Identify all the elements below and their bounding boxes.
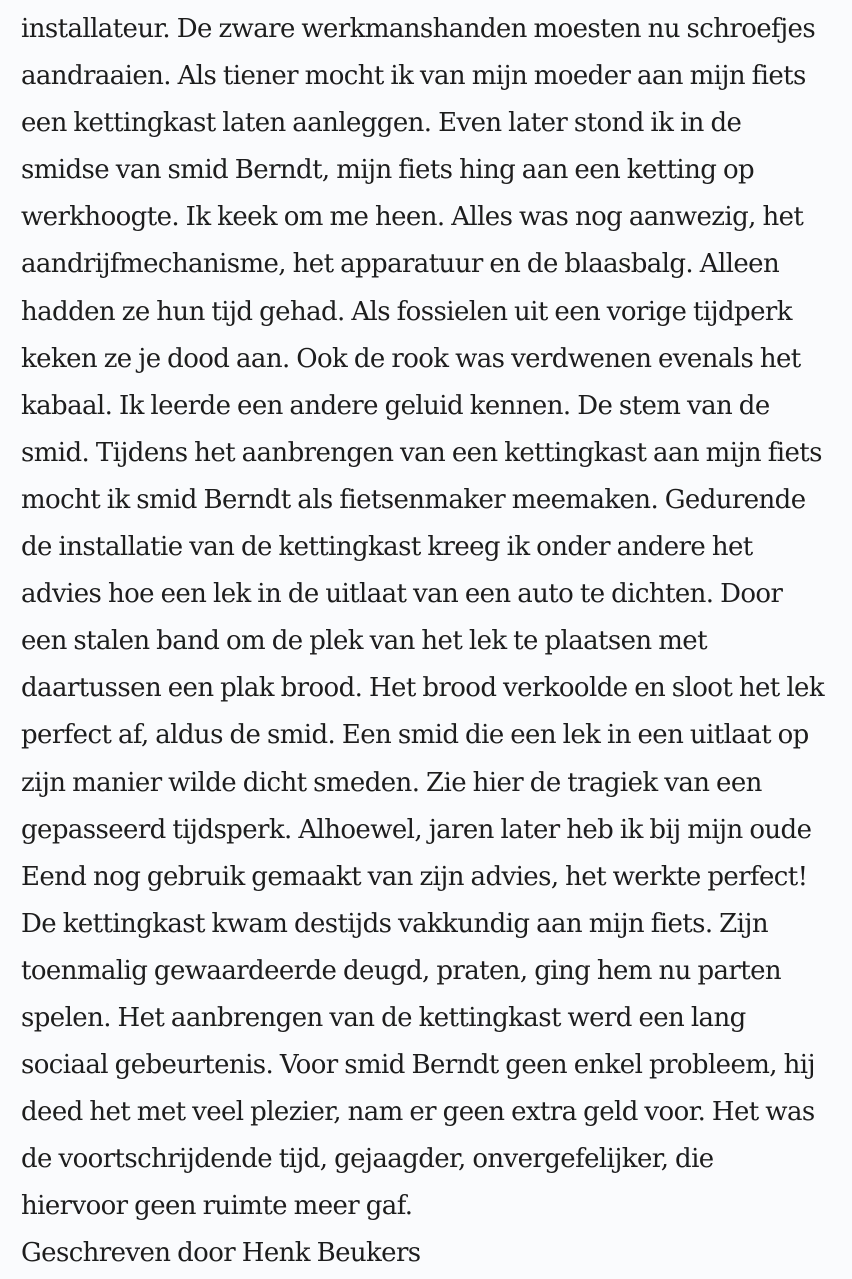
paragraph-line: De kettingkast kwam destijds vakkundig aan mijn fiets. Zijn — [21, 908, 768, 939]
paragraph-line: een kettingkast laten aanleggen. Even later stond ik in de — [21, 108, 742, 139]
paragraph-line: advies hoe een lek in de uitlaat van een auto te dichten. Door — [21, 579, 783, 610]
paragraph-line: hiervoor geen ruimte meer gaf. — [21, 1191, 413, 1222]
paragraph-line: sociaal gebeurtenis. Voor smid Berndt geen enkel probleem, hij — [21, 1050, 815, 1081]
paragraph-line: kabaal. Ik leerde een andere geluid kennen. De stem van de — [21, 390, 770, 421]
paragraph-line: deed het met veel plezier, nam er geen extra geld voor. Het was — [21, 1097, 815, 1128]
paragraph-line: aandrijfmechanisme, het apparatuur en de blaasbalg. Alleen — [21, 249, 780, 280]
paragraph-line: Eend nog gebruik gemaakt van zijn advies, het werkte perfect! — [21, 861, 808, 892]
paragraph-line: smid. Tijdens het aanbrengen van een kettingkast aan mijn fiets — [21, 437, 822, 468]
paragraph-line: keken ze je dood aan. Ook de rook was verdwenen evenals het — [21, 343, 801, 374]
paragraph-line: werkhoogte. Ik keek om me heen. Alles was nog aanwezig, het — [21, 202, 804, 233]
paragraph-line: de installatie van de kettingkast kreeg ik onder andere het — [21, 532, 753, 563]
paragraph-line: daartussen een plak brood. Het brood verkoolde en sloot het lek — [21, 673, 824, 704]
paragraph-line: smidse van smid Berndt, mijn fiets hing aan een ketting op — [21, 155, 755, 186]
paragraph-line: de voortschrijdende tijd, gejaagder, onvergefelijker, die — [21, 1144, 714, 1175]
paragraph-line: toenmalig gewaardeerde deugd, praten, ging hem nu parten — [21, 955, 782, 986]
paragraph-line: spelen. Het aanbrengen van de kettingkast werd een lang — [21, 1002, 746, 1033]
paragraph-line: hadden ze hun tijd gehad. Als fossielen uit een vorige tijdperk — [21, 296, 792, 327]
author-byline: Geschreven door Henk Beukers — [21, 1238, 421, 1269]
paragraph-line: mocht ik smid Berndt als fietsenmaker meemaken. Gedurende — [21, 484, 806, 515]
paragraph-line: perfect af, aldus de smid. Een smid die een lek in een uitlaat op — [21, 720, 809, 751]
article-body — [21, 6, 852, 1230]
paragraph-line: installateur. De zware werkmanshanden moesten nu schroefjes — [21, 14, 816, 44]
paragraph-line: een stalen band om de plek van het lek te plaatsen met — [21, 626, 707, 657]
paragraph-line: zijn manier wilde dicht smeden. Zie hier de tragiek van een — [21, 767, 762, 798]
paragraph-line: aandraaien. Als tiener mocht ik van mijn moeder aan mijn fiets — [21, 61, 806, 92]
paragraph-line: gepasseerd tijdsperk. Alhoewel, jaren later heb ik bij mijn oude — [21, 814, 812, 845]
